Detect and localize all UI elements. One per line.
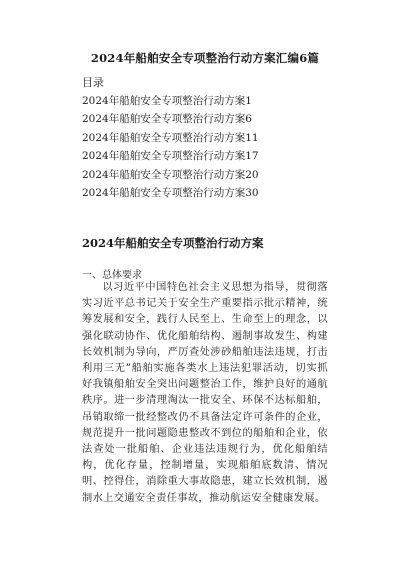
body-paragraph: 以习近平中国特色社会主义思想为指导，贯彻落实习近平总书记关于安全生产重要指示批示精神，统筹发展和安全，践行人民至上、生命至上的理念，以强化联动协作、优化船舶结构、遏制事故发生、构建长效机制为导向，严厉查处涉砂船舶违法违规，打击利用三无”船舶实施各类水上违法犯罪活动，切实抓好我镇船舶安全突出问题整治工作，维护良好的通航秩序。进一步清理淘汰一批安全、环保不达标船舶，吊销取缔一批经整改仍不具备法定许可条件的企业，规范提升一批问题隐患整改不到位的船舶和企业，依法查处一批船舶、企业违法违规行为，优化船舶结构，优化存量，控制增量，实现船舶底数清、情况明、控得住，消除重大事故隐患，建立长效机制，遏制水上交通安全责任事故，推动航运安全健康发展。 [82,282,328,504]
toc-item: 2024年船舶安全专项整治行动方案1 [82,95,252,107]
toc-item: 2024年船舶安全专项整治行动方案30 [82,187,259,200]
toc-item: 2024年船舶安全专项整治行动方案6 [82,113,252,126]
table-of-contents [82,92,259,202]
toc-item: 2024年船舶安全专项整治行动方案17 [82,150,259,163]
section-title: 2024年船舶安全专项整治行动方案 [82,236,264,250]
toc-item: 2024年船舶安全专项整治行动方案11 [82,131,259,144]
toc-item: 2024年船舶安全专项整治行动方案20 [82,168,259,181]
document-title: 2024年船舶安全专项整治行动方案汇编6篇 [90,51,320,65]
toc-heading: 目录 [82,76,104,89]
section-subheading: 一、总体要求 [82,270,142,281]
